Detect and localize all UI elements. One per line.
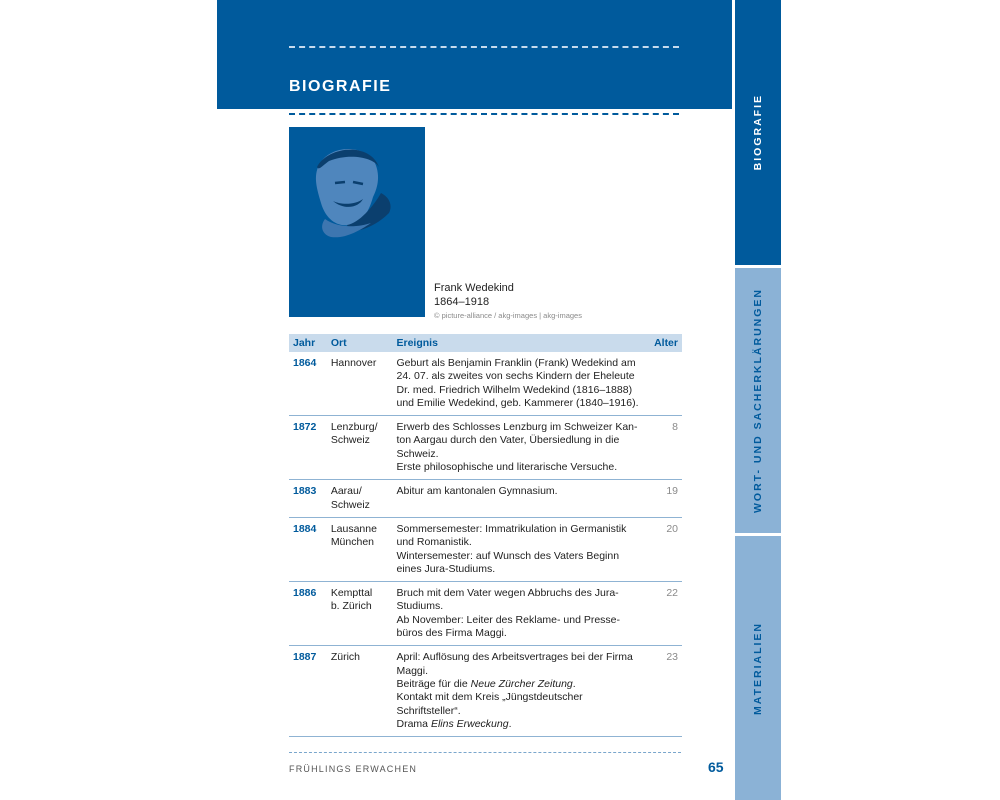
row-event [393, 582, 651, 646]
row-year: 1884 [289, 517, 327, 581]
portrait-credit: © picture-alliance / akg-images | akg-images [434, 311, 582, 320]
side-tab-materialien[interactable] [735, 536, 781, 800]
portrait-image [289, 127, 425, 317]
place-line: Kempttal [330, 587, 373, 600]
row-event [393, 646, 651, 737]
event-line: Erste philosophische und literarische Versuche. [396, 461, 618, 474]
event-line: Beiträge für die Neue Zürcher Zeitung. [396, 677, 576, 690]
row-event [393, 517, 651, 581]
table-row [289, 352, 682, 416]
side-tab-label: WORT- UND SACHERKLÄRUNGEN [752, 288, 764, 513]
event-line: Studiums. [396, 600, 444, 613]
place-line: Zürich [330, 651, 360, 664]
row-age: 20 [650, 517, 682, 581]
place-line: Schweiz [330, 498, 370, 511]
row-place [327, 416, 393, 480]
header-dashed-rule [289, 46, 679, 48]
event-line: eines Jura-Studiums. [396, 562, 496, 575]
row-age: 19 [650, 480, 682, 518]
row-place [327, 582, 393, 646]
side-tab-label: BIOGRAFIE [752, 94, 764, 171]
event-line: Bruch mit dem Vater wegen Abbruchs des Jura- [396, 587, 619, 600]
table-body [289, 352, 682, 737]
table-row [289, 416, 682, 480]
row-place [327, 352, 393, 416]
row-event [393, 480, 651, 518]
row-age: 22 [650, 582, 682, 646]
row-place [327, 646, 393, 737]
side-tab-wort-und-sacherklaerungen[interactable] [735, 268, 781, 533]
header-ereignis: Ereignis [393, 334, 651, 352]
row-age: 8 [650, 416, 682, 480]
event-line: Schweiz. [396, 447, 439, 460]
place-line: Hannover [330, 357, 377, 369]
portrait-caption-years: 1864–1918 [434, 296, 490, 308]
event-line: Dr. med. Friedrich Wilhelm Wedekind (1816–1888) [396, 383, 633, 396]
place-line: Lenzburg/ [330, 421, 378, 434]
place-line: Aarau/ [330, 485, 362, 498]
page-number: 65 [708, 759, 724, 775]
place-line: b. Zürich [330, 600, 372, 613]
footer-dashed-rule [289, 752, 681, 753]
header-ort: Ort [327, 334, 393, 352]
event-line: Sommersemester: Immatrikulation in Germanistik [396, 522, 627, 535]
side-tab-biografie[interactable] [735, 0, 781, 265]
event-line: 24. 07. als zweites von sechs Kindern der Eheleute [396, 370, 635, 383]
table-row [289, 517, 682, 581]
event-line: und Emilie Wedekind, geb. Kammerer (1840–1916). [396, 396, 639, 409]
header-alter: Alter [650, 334, 682, 352]
row-year: 1886 [289, 582, 327, 646]
event-line: Erwerb des Schlosses Lenzburg im Schweizer Kan- [396, 421, 638, 434]
event-line: büros des Firma Maggi. [396, 627, 507, 640]
row-year: 1883 [289, 480, 327, 518]
biography-table [289, 334, 682, 737]
page-title: BIOGRAFIE [289, 78, 392, 95]
row-age: 23 [650, 646, 682, 737]
event-line: April: Auflösung des Arbeitsvertrages bei der Firma [396, 651, 633, 664]
table-row [289, 480, 682, 518]
table-row [289, 582, 682, 646]
row-place [327, 517, 393, 581]
row-year: 1887 [289, 646, 327, 737]
event-line: Drama Elins Erweckung. [396, 717, 512, 730]
row-year: 1872 [289, 416, 327, 480]
row-age [650, 352, 682, 416]
table-row [289, 646, 682, 737]
row-event [393, 416, 651, 480]
event-line: Ab November: Leiter des Reklame- und Presse- [396, 613, 621, 626]
event-line: Kontakt mit dem Kreis „Jüngstdeutscher Schriftsteller“. [396, 691, 583, 717]
table-header-row [289, 334, 682, 352]
portrait-photo-icon [289, 127, 425, 317]
place-line: Lausanne [330, 522, 377, 535]
event-line: Wintersemester: auf Wunsch des Vaters Beginn [396, 549, 620, 562]
footer-book-title: FRÜHLINGS ERWACHEN [289, 764, 418, 774]
event-line: und Romanistik. [396, 536, 472, 549]
row-event [393, 352, 651, 416]
header-jahr: Jahr [289, 334, 327, 352]
event-line: Geburt als Benjamin Franklin (Frank) Wedekind am [396, 357, 636, 369]
place-line: Schweiz [330, 434, 370, 447]
portrait-caption-name: Frank Wedekind [434, 282, 514, 294]
row-place [327, 480, 393, 518]
event-line: Abitur am kantonalen Gymnasium. [396, 485, 558, 498]
row-year: 1864 [289, 352, 327, 416]
event-line: ton Aargau durch den Vater, Übersiedlung in die [396, 434, 620, 447]
place-line: München [330, 536, 375, 549]
title-dashed-rule [289, 113, 679, 115]
event-line: Maggi. [396, 664, 429, 677]
side-tab-label: MATERIALIEN [752, 621, 764, 715]
